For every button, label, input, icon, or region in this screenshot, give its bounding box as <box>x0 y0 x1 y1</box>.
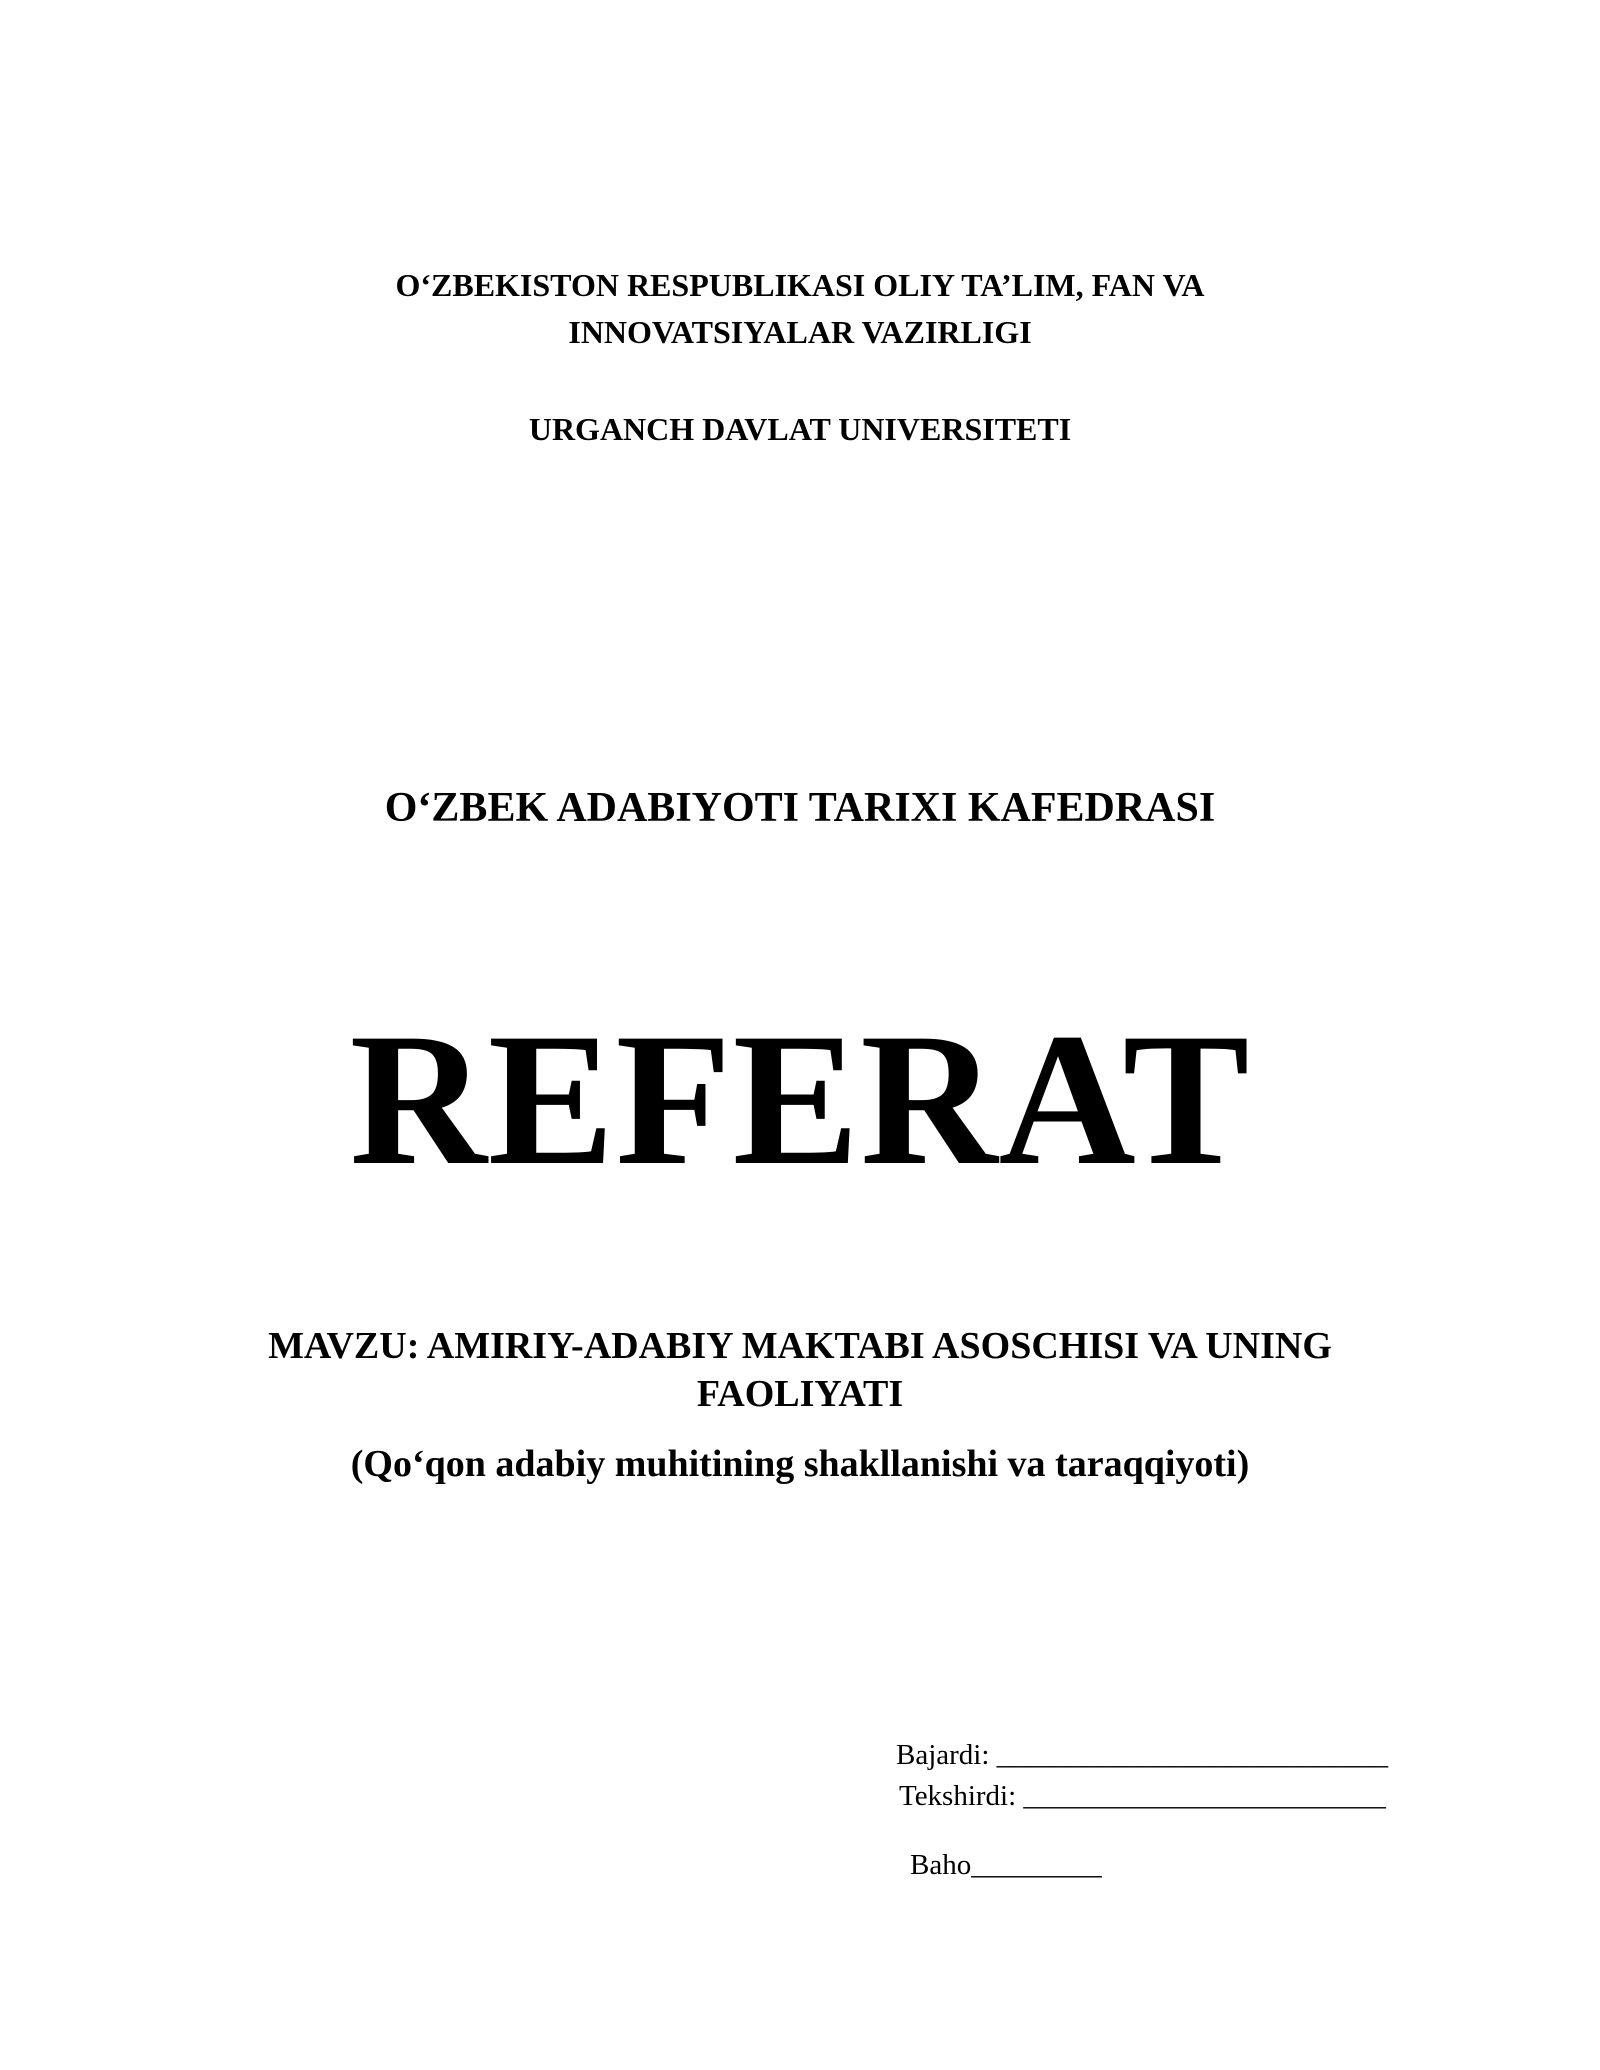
ministry-name-line-2: INNOVATSIYALAR VAZIRLIGI <box>568 314 1032 350</box>
document-type-title: REFERAT <box>349 995 1251 1205</box>
done-by-line: Bajardi: ___________________________ <box>896 1739 1389 1771</box>
grade-line: Baho_________ <box>910 1849 1102 1881</box>
ministry-name-line-1: O‘ZBEKISTON RESPUBLIKASI OLIY TA’LIM, FAN VA <box>395 267 1205 303</box>
checked-by-line: Tekshirdi: _________________________ <box>899 1780 1386 1812</box>
topic-line-2: FAOLIYATI <box>696 1373 904 1415</box>
university-name: URGANCH DAVLAT UNIVERSITETI <box>528 411 1072 447</box>
department-name: O‘ZBEK ADABIYOTI TARIXI KAFEDRASI <box>384 785 1216 831</box>
topic-subtitle: (Qo‘qon adabiy muhitining shakllanishi va taraqqiyoti) <box>350 1443 1250 1485</box>
topic-line-1: MAVZU: AMIRIY-ADABIY MAKTABI ASOSCHISI VA UNING <box>268 1325 1332 1367</box>
